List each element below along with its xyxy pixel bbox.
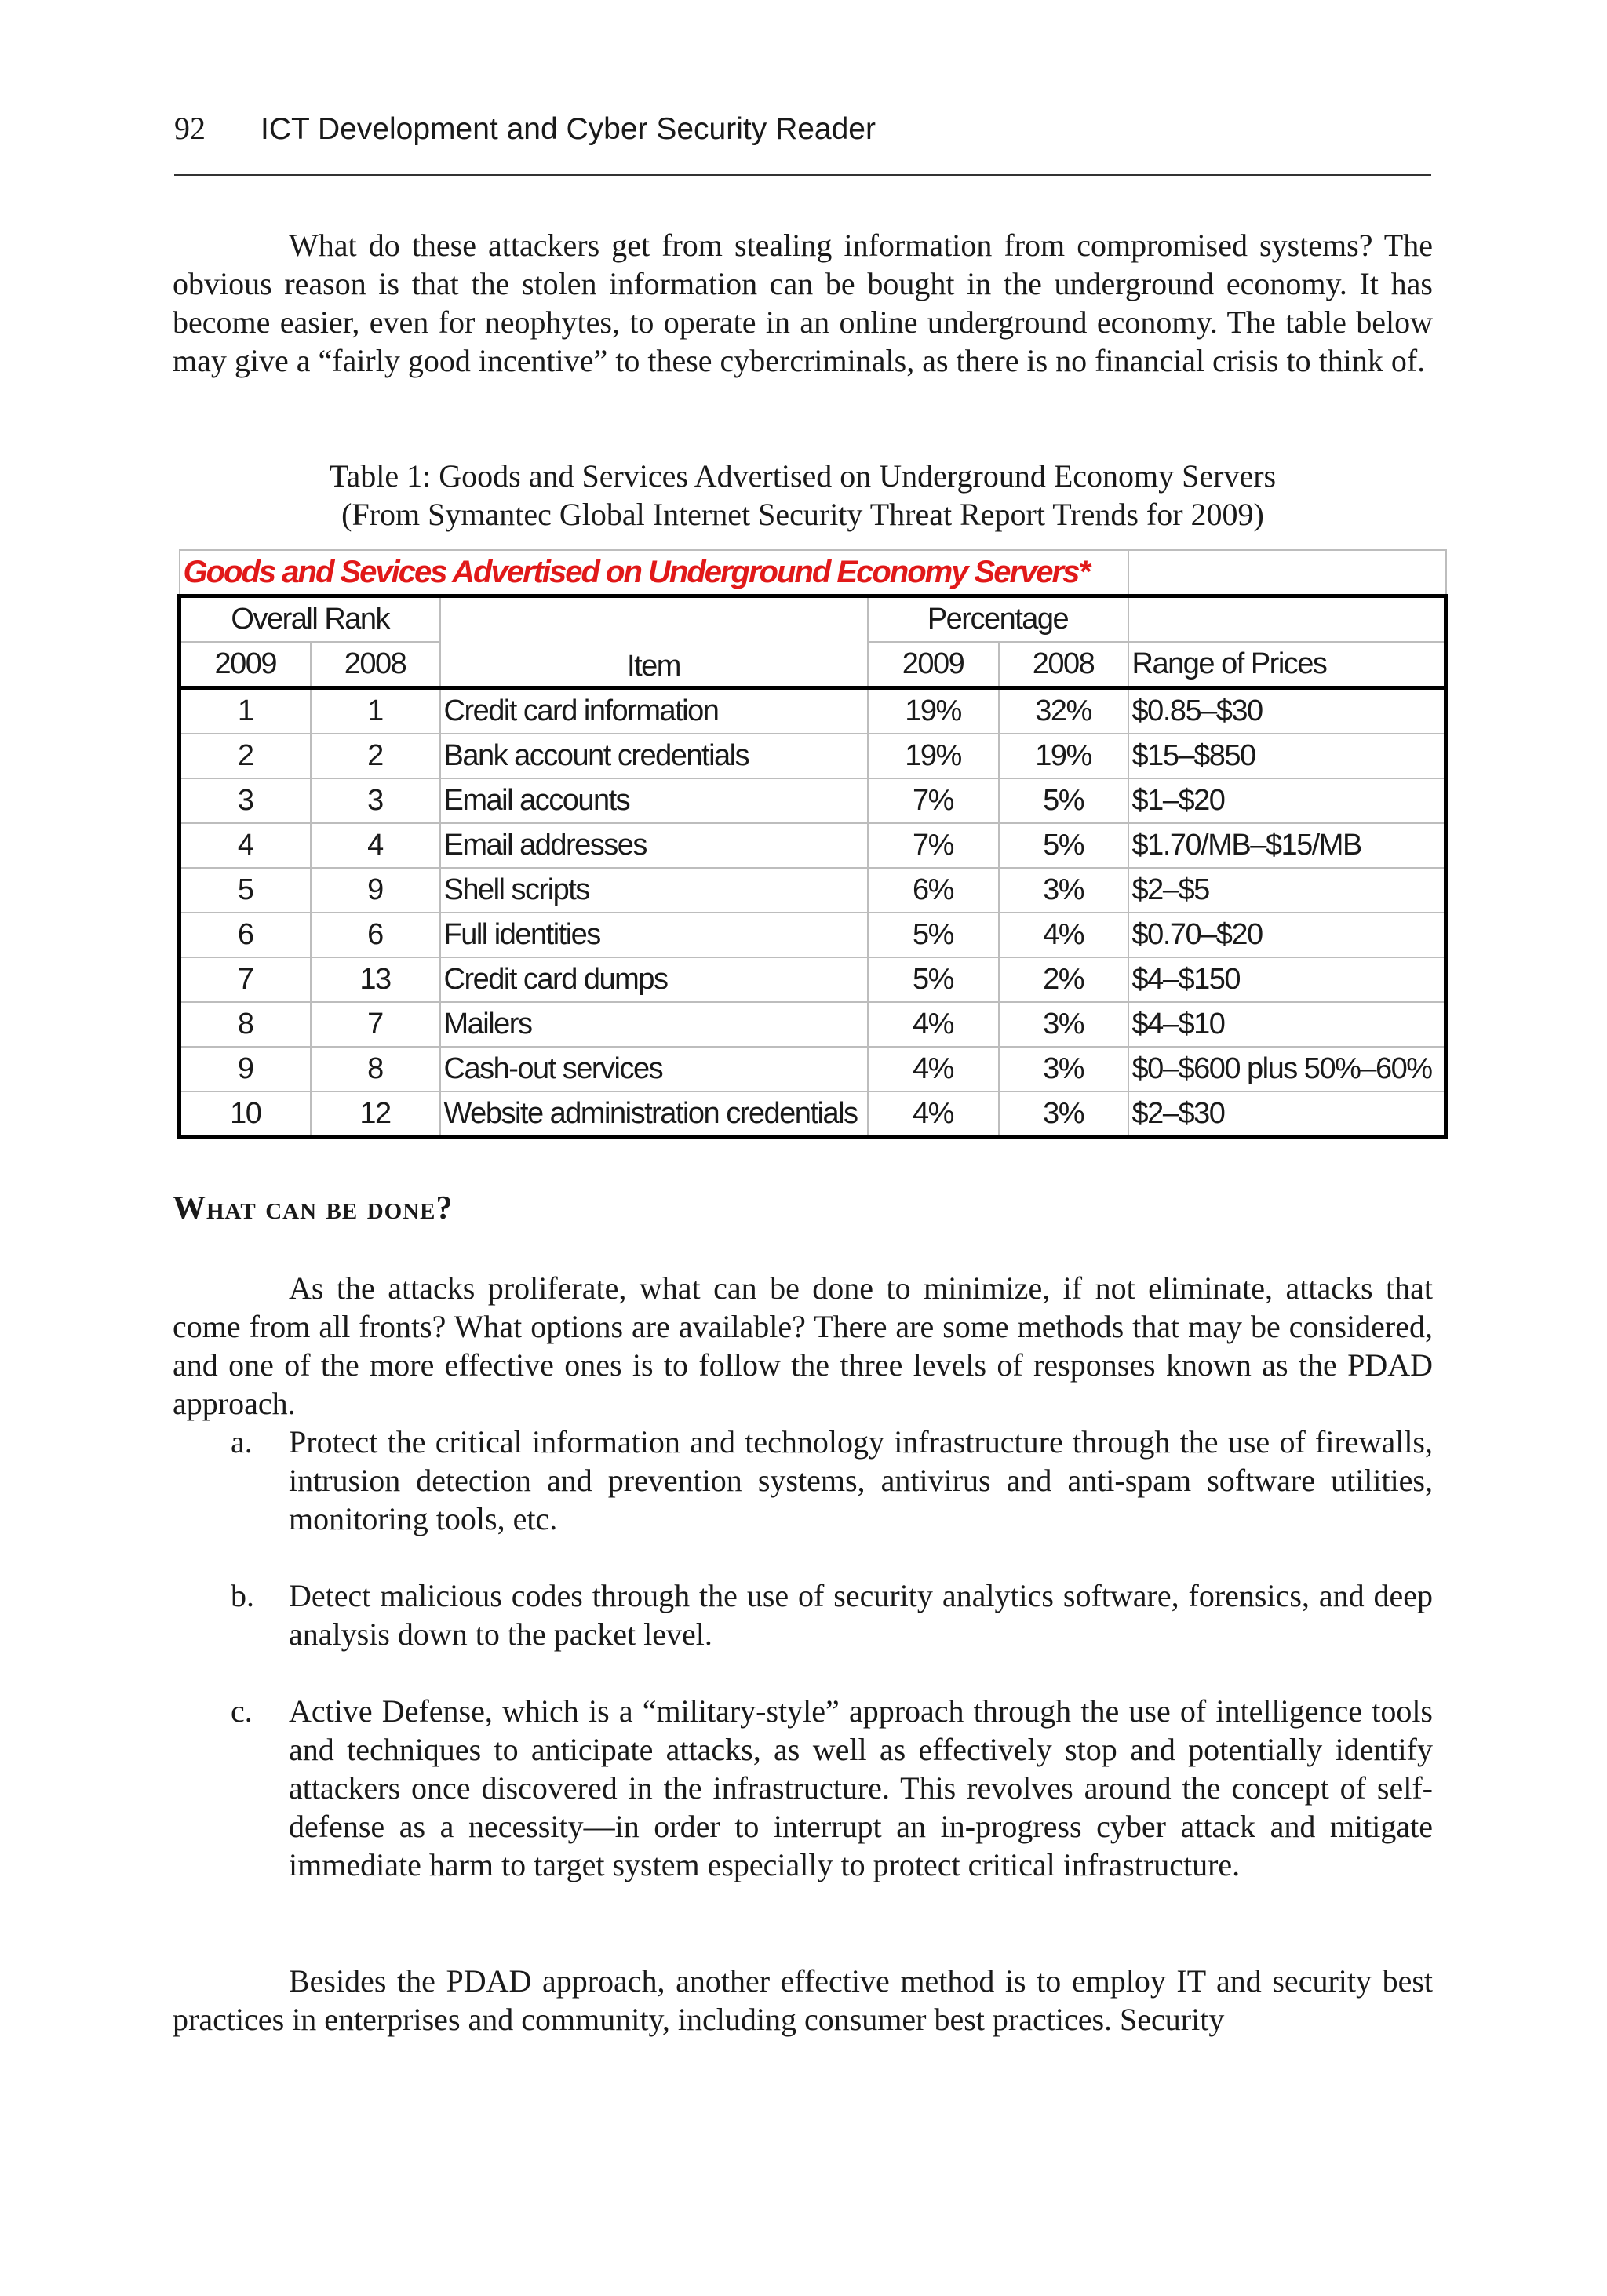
pct-2008-cell: 5%: [999, 778, 1128, 823]
rank-2008-cell: 13: [311, 957, 440, 1002]
range-cell: $2–$30: [1128, 1092, 1446, 1138]
item-header: Item: [440, 596, 868, 688]
rank-2008-cell: 6: [311, 913, 440, 957]
range-cell: $2–$5: [1128, 868, 1446, 913]
rank-2008-cell: 4: [311, 823, 440, 868]
table-caption: [173, 457, 1433, 534]
header-rule: [174, 174, 1431, 176]
paragraph-3: [173, 1962, 1433, 2039]
running-title: ICT Development and Cyber Security Reader: [261, 112, 876, 146]
rank-2009-cell: 9: [180, 1047, 311, 1092]
rank-2009-cell: 10: [180, 1092, 311, 1138]
rank-2008-cell: 8: [311, 1047, 440, 1092]
item-cell: Credit card information: [440, 688, 868, 734]
pct-2009-cell: 4%: [868, 1047, 999, 1092]
pct-2009-cell: 4%: [868, 1002, 999, 1047]
table-row: [180, 688, 1446, 734]
paragraph-1-text: What do these attackers get from stealing information from compromised systems? The obvious reason is that the stolen information can be bought in the underground economy. It has become easier, even for neophytes, to operate in an online underground economy. The table below may give a “fairly good incentive” to these cybercriminals, as there is no financial crisis to think of.: [173, 228, 1433, 378]
empty-header-cell: [1128, 596, 1446, 643]
table-row: [180, 778, 1446, 823]
running-header: [174, 110, 1431, 147]
empty-cell: [1128, 550, 1446, 596]
item-cell: Full identities: [440, 913, 868, 957]
rank-2009-cell: 8: [180, 1002, 311, 1047]
rank-2009-cell: 2: [180, 734, 311, 778]
rank-2008-cell: 12: [311, 1092, 440, 1138]
paragraph-2: [173, 1269, 1433, 1423]
range-cell: $15–$850: [1128, 734, 1446, 778]
rank-2008-cell: 9: [311, 868, 440, 913]
pct-2009-cell: 4%: [868, 1092, 999, 1138]
pct-2008-cell: 3%: [999, 868, 1128, 913]
rank-2008-cell: 7: [311, 1002, 440, 1047]
range-cell: $0.85–$30: [1128, 688, 1446, 734]
range-cell: $4–$150: [1128, 957, 1446, 1002]
rank-2008-cell: 2: [311, 734, 440, 778]
pct-2009-cell: 7%: [868, 778, 999, 823]
rank-2009-cell: 7: [180, 957, 311, 1002]
pct-2009-cell: 19%: [868, 688, 999, 734]
rank-2008-header: 2008: [311, 642, 440, 688]
table-row: [180, 1092, 1446, 1138]
rank-2009-cell: 3: [180, 778, 311, 823]
item-cell: Email addresses: [440, 823, 868, 868]
data-table: [177, 549, 1448, 1139]
pct-2008-cell: 3%: [999, 1002, 1128, 1047]
pct-2008-cell: 5%: [999, 823, 1128, 868]
table-title: Goods and Sevices Advertised on Underground Economy Servers*: [180, 550, 1128, 596]
pct-2008-cell: 19%: [999, 734, 1128, 778]
range-of-prices-header: Range of Prices: [1128, 642, 1446, 688]
caption-line-2: (From Symantec Global Internet Security Threat Report Trends for 2009): [341, 497, 1264, 532]
table-group-header-row: [180, 596, 1446, 643]
pct-2008-cell: 2%: [999, 957, 1128, 1002]
rank-2009-header: 2009: [180, 642, 311, 688]
list-item-text: Protect the critical information and technology infrastructure through the use of firewalls, intrusion detection and prevention systems, antivirus and anti-spam software utilities, monitoring tools, etc.: [289, 1424, 1433, 1536]
pct-2008-cell: 32%: [999, 688, 1128, 734]
rank-2009-cell: 4: [180, 823, 311, 868]
pct-2009-header: 2009: [868, 642, 999, 688]
section-heading: What can be done?: [173, 1190, 454, 1226]
pct-2008-header: 2008: [999, 642, 1128, 688]
range-cell: $0.70–$20: [1128, 913, 1446, 957]
table-row: [180, 957, 1446, 1002]
rank-2009-cell: 1: [180, 688, 311, 734]
item-cell: Shell scripts: [440, 868, 868, 913]
list-item-a: [173, 1423, 1433, 1576]
pct-2009-cell: 7%: [868, 823, 999, 868]
range-cell: $4–$10: [1128, 1002, 1446, 1047]
list-item-b: [173, 1576, 1433, 1692]
list-item-text: Detect malicious codes through the use of security analytics software, forensics, and deep analysis down to the packet level.: [289, 1578, 1433, 1652]
pct-2008-cell: 3%: [999, 1092, 1128, 1138]
pct-2008-cell: 4%: [999, 913, 1128, 957]
percentage-header: Percentage: [868, 596, 1128, 643]
range-cell: $0–$600 plus 50%–60%: [1128, 1047, 1446, 1092]
pct-2009-cell: 5%: [868, 913, 999, 957]
item-cell: Website administration credentials: [440, 1092, 868, 1138]
paragraph-2-text: As the attacks proliferate, what can be done to minimize, if not eliminate, attacks that come from all fronts? What options are available? There are some methods that may be considered, and one of the more effective ones is to follow the three levels of responses known as the PDAD approach.: [173, 1270, 1433, 1421]
pct-2009-cell: 5%: [868, 957, 999, 1002]
rank-2008-cell: 1: [311, 688, 440, 734]
list-marker: a.: [231, 1424, 253, 1460]
table-row: [180, 1047, 1446, 1092]
pct-2008-cell: 3%: [999, 1047, 1128, 1092]
goods-services-table: [177, 549, 1444, 1139]
caption-line-1: Table 1: Goods and Services Advertised on Underground Economy Servers: [329, 458, 1277, 494]
range-cell: $1–$20: [1128, 778, 1446, 823]
table-row: [180, 868, 1446, 913]
pct-2009-cell: 6%: [868, 868, 999, 913]
item-cell: Bank account credentials: [440, 734, 868, 778]
list-item-c: [173, 1692, 1433, 1922]
list-marker: b.: [231, 1578, 254, 1613]
list-marker: c.: [231, 1693, 253, 1729]
table-row: [180, 823, 1446, 868]
paragraph-1: [173, 226, 1433, 380]
rank-2009-cell: 6: [180, 913, 311, 957]
overall-rank-header: Overall Rank: [180, 596, 440, 643]
table-title-row: [180, 550, 1446, 596]
item-cell: Cash-out services: [440, 1047, 868, 1092]
item-cell: Credit card dumps: [440, 957, 868, 1002]
table-row: [180, 1002, 1446, 1047]
rank-2009-cell: 5: [180, 868, 311, 913]
table-row: [180, 913, 1446, 957]
item-cell: Email accounts: [440, 778, 868, 823]
paragraph-3-text: Besides the PDAD approach, another effective method is to employ IT and security best practices in enterprises and community, including consumer best practices. Security: [173, 1963, 1433, 2037]
pct-2009-cell: 19%: [868, 734, 999, 778]
range-cell: $1.70/MB–$15/MB: [1128, 823, 1446, 868]
table-row: [180, 734, 1446, 778]
list-item-text: Active Defense, which is a “military-style” approach through the use of intelligence tools and techniques to anticipate attacks, as well as effectively stop and potentially identify attackers once discovered in the infrastructure. This revolves around the concept of self-defense as a necessity—in order to interrupt an in-progress cyber attack and mitigate immediate harm to target system especially to protect critical infrastructure.: [289, 1693, 1433, 1882]
item-cell: Mailers: [440, 1002, 868, 1047]
page-number: 92: [174, 111, 206, 146]
rank-2008-cell: 3: [311, 778, 440, 823]
